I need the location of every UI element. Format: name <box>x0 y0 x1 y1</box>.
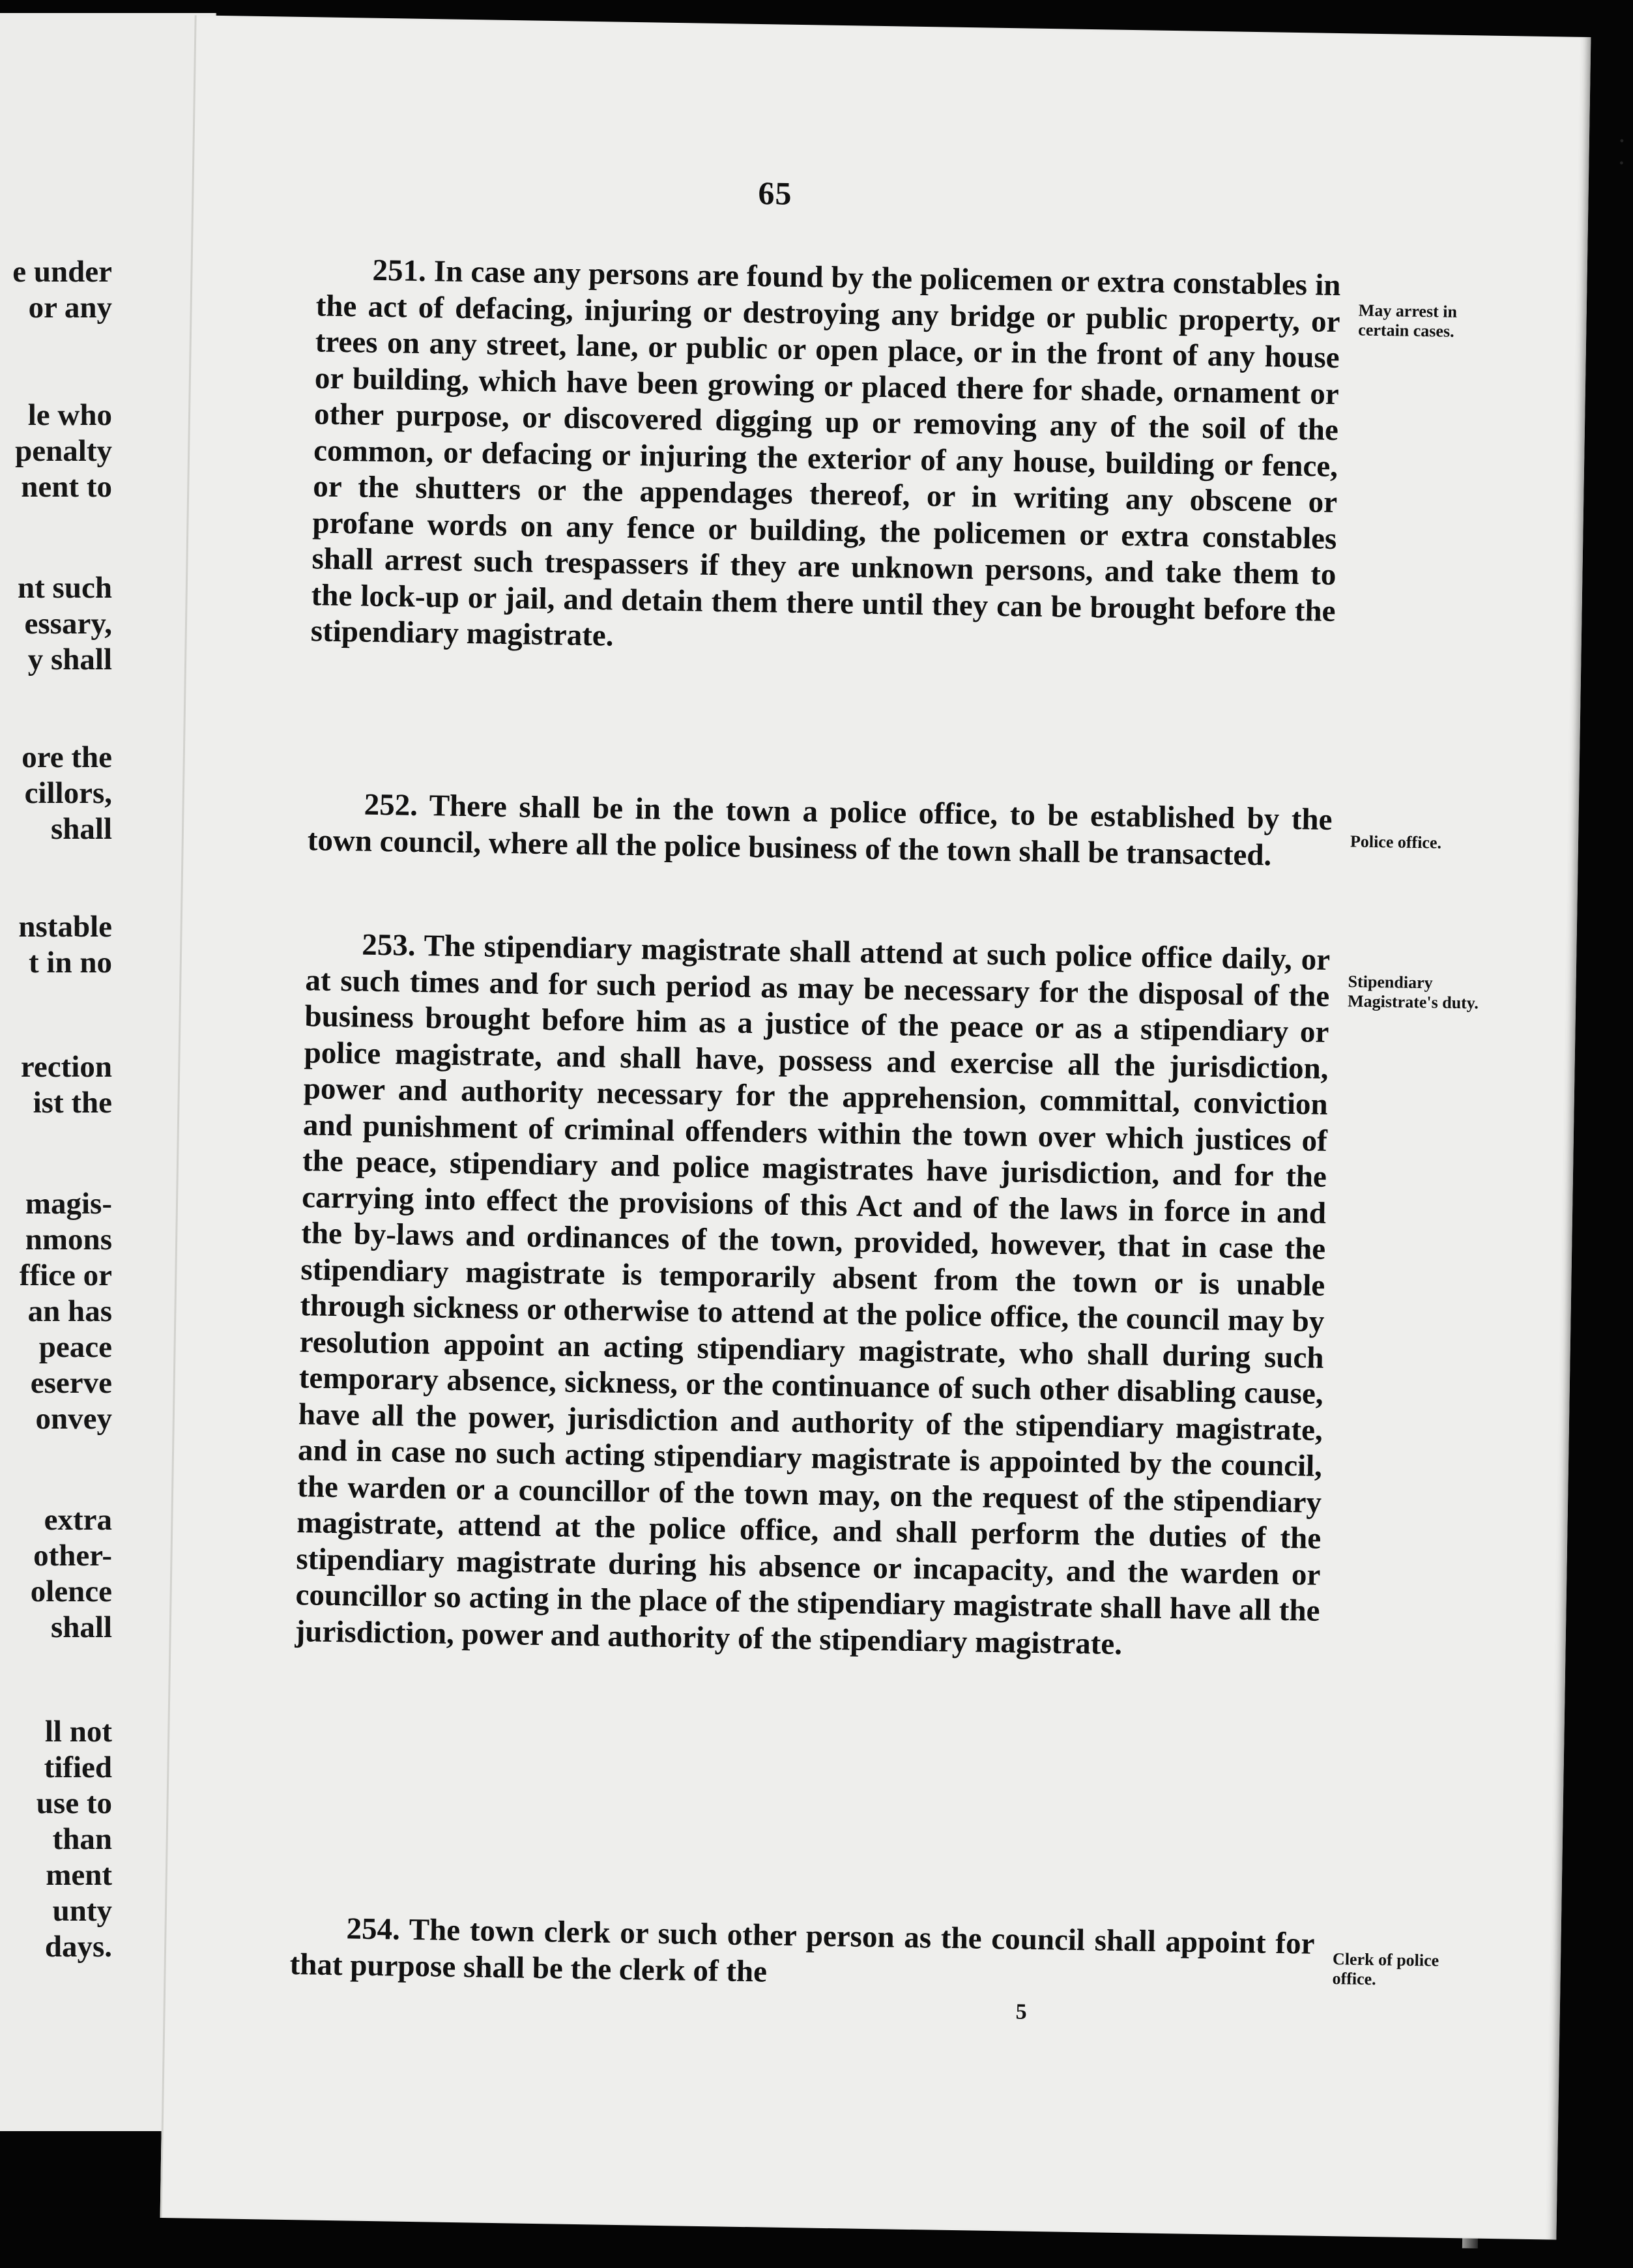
left-page-line: essary, <box>24 607 112 641</box>
section-253 <box>295 926 1331 1677</box>
section-252 <box>307 786 1333 886</box>
side-note-251: May arrest in certain cases. <box>1358 300 1458 341</box>
section-paragraph <box>295 926 1330 1666</box>
left-page-line: ffice or <box>19 1258 112 1292</box>
section-text: The town clerk or such other person as the council shall appoint for that purpose shall be the clerk of the <box>289 1912 1315 1989</box>
left-page-line: other- <box>33 1539 112 1573</box>
left-page-line: nent to <box>21 470 112 504</box>
section-text: There shall be in the town a police office, to be established by the town council, where all the police business of the town shall be transacted. <box>307 789 1333 872</box>
left-page-line: ment <box>46 1858 112 1892</box>
page-number: 65 <box>758 174 792 212</box>
left-page-line: ore the <box>22 740 112 774</box>
side-note-253: Stipendiary Magistrate's duty. <box>1347 972 1479 1013</box>
section-254 <box>289 1910 1315 2010</box>
left-page-line: or any <box>28 291 112 325</box>
section-paragraph <box>289 1910 1315 1999</box>
left-page-line: nstable <box>18 910 112 944</box>
section-number: 252. <box>364 787 418 822</box>
section-number: 251. <box>372 253 427 289</box>
left-page-line: cillors, <box>24 776 112 810</box>
section-251 <box>310 252 1341 676</box>
left-page-line: use to <box>36 1786 112 1820</box>
section-text: In case any persons are found by the policemen or extra constables in the act of defacing, injuring or destroying any bridge or public property, or trees on any street, lane, or public or open place, or in the front of any house or building, which have been growing or placed there for shade, ornament or other purpose, or discovered digging up or removing any of the soil of the common, or defacing or injuring the exterior of any house, building or fence, or the shutters or the appendages thereof, or in writing any obscene or profane words on any fence or building, the policemen or extra constables shall arrest such trespassers if they are unknown persons, and take them to the lock-up or jail, and detain them there until they can be brought before the stipendiary magistrate. <box>310 254 1341 653</box>
left-page-line: unty <box>52 1894 112 1928</box>
section-number: 254. <box>346 1912 401 1947</box>
left-page-line: an has <box>27 1294 112 1328</box>
left-page-line: onvey <box>35 1402 112 1436</box>
left-page-line: days. <box>44 1930 112 1964</box>
main-page <box>160 15 1632 2239</box>
section-paragraph <box>310 252 1340 665</box>
left-page-line: peace <box>38 1330 112 1364</box>
left-page-line: t in no <box>29 946 112 980</box>
left-page-line: magis- <box>25 1187 112 1221</box>
left-page-line: tified <box>44 1751 112 1784</box>
side-note-254: Clerk of police office. <box>1332 1949 1439 1989</box>
side-note-252: Police office. <box>1350 832 1442 852</box>
left-page-line: ll not <box>44 1715 112 1749</box>
left-page-line: olence <box>30 1575 112 1608</box>
left-page-line: penalty <box>15 434 112 468</box>
left-page-line: le who <box>27 398 112 432</box>
section-paragraph <box>307 786 1333 875</box>
left-page-line: e under <box>12 255 112 289</box>
left-page-line: ist the <box>33 1086 112 1120</box>
left-page-line: than <box>52 1822 112 1856</box>
corner-marks: · · <box>1618 130 1632 175</box>
left-page-line: shall <box>50 812 112 846</box>
left-page-line: extra <box>44 1503 112 1537</box>
left-page-line: nt such <box>18 571 112 605</box>
left-page-line: eserve <box>30 1366 112 1400</box>
left-page-line: rection <box>20 1050 112 1084</box>
section-number: 253. <box>361 927 416 963</box>
section-text: The stipendiary magistrate shall attend at such police office daily, or at such times and for such period as may be necessary for the disposal of the business brought before him as a justice of the peace or as a stipendiary or police magistrate, and shall have, possess and exercise all the jurisdiction, power and authority necessary for the apprehension, committal, conviction and punishment of criminal offenders within the town over which justices of the peace, stipendiary and police magistrates have jurisdiction, and for the carrying into effect the provisions of this Act and of the laws in force in and the by-laws and ordinances of the town, provided, however, that in case the stipendiary magistrate is temporarily absent from the town or is unable through sickness or otherwise to attend at the police office, the council may by resolution appoint an acting stipendiary magistrate, who shall during such temporary absence, sickness, or the continuance of such other disabling cause, have all the power, jurisdiction and authority of the stipendiary magistrate, and in case no such acting stipendiary magistrate is appointed by the council, the warden or a councillor of the town may, on the request of the stipendiary magistrate, attend at the police office, and shall perform the duties of the stipendiary magistrate during his absence or incapacity, and the warden or councillor so acting in the place of the stipendiary magistrate shall have all the jurisdiction, power and authority of the stipendiary magistrate. <box>295 929 1331 1661</box>
signature-mark: 5 <box>1015 1999 1027 2024</box>
left-page-line: y shall <box>27 643 112 676</box>
left-page-line: nmons <box>25 1223 112 1257</box>
left-page-line: shall <box>50 1610 112 1644</box>
